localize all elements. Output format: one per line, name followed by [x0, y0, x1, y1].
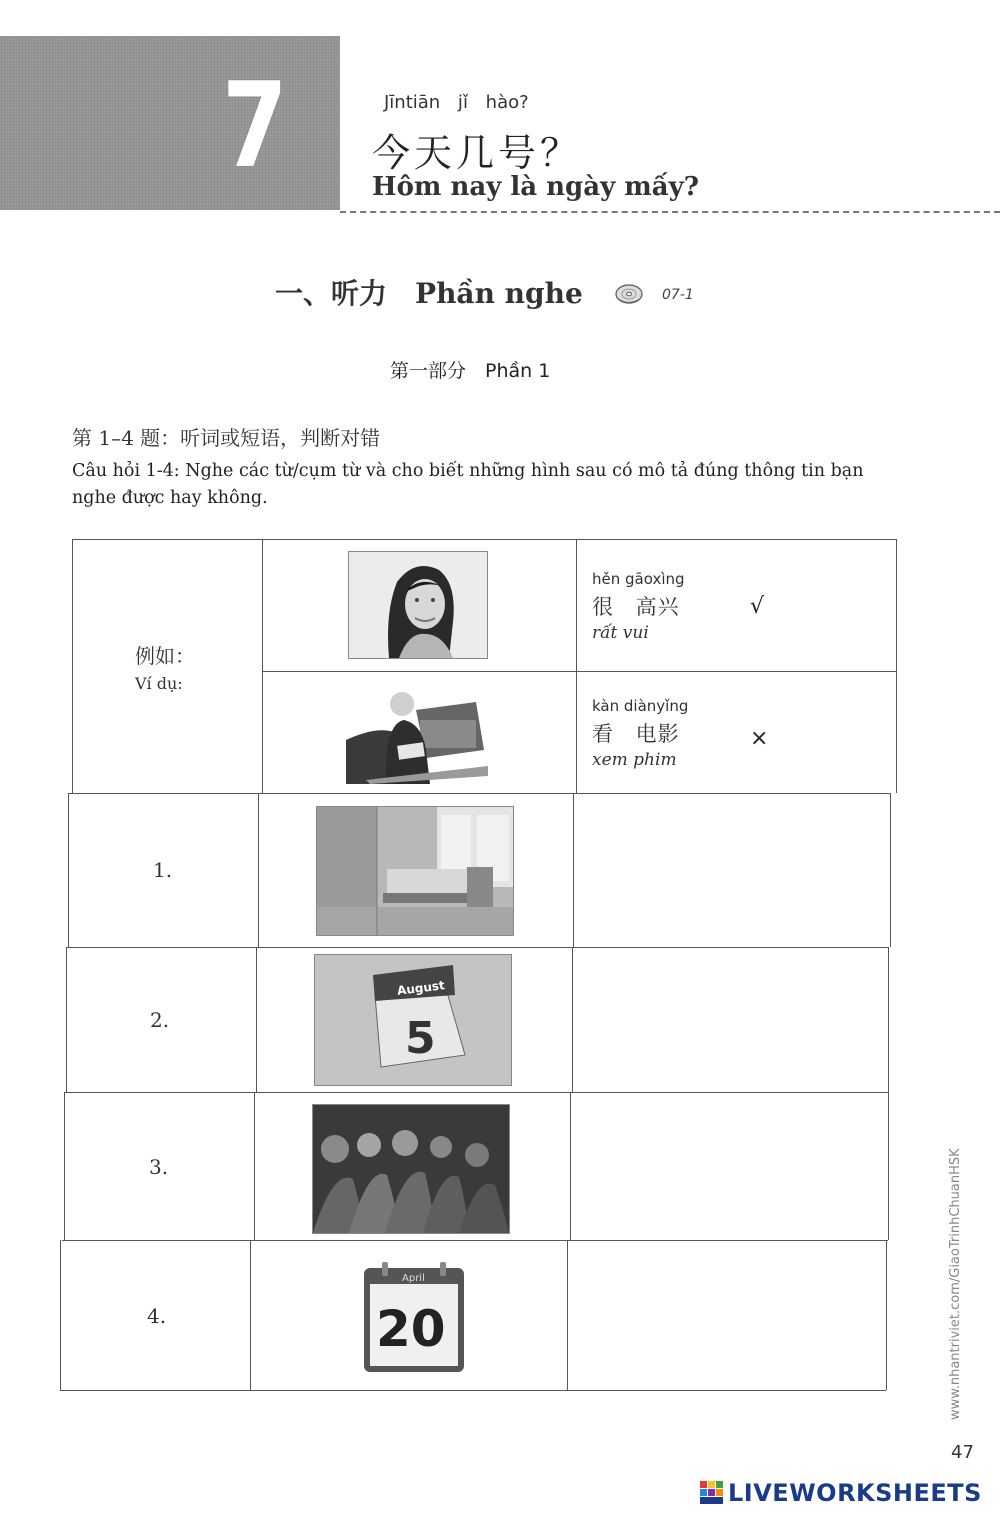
example-2-chinese: 看 电影: [592, 722, 680, 746]
question-4-calendar-month: April: [402, 1273, 425, 1284]
page-number: 47: [951, 1442, 974, 1463]
header-divider: [340, 211, 1000, 213]
question-1-image-hospital-room: [316, 806, 514, 936]
liveworksheets-logo[interactable]: [700, 1478, 982, 1508]
example-1-chinese: 很 高兴: [592, 595, 680, 619]
example-answer-2: [592, 697, 688, 770]
publisher-watermark: www.nhantriviet.com/GiaoTrinhChuanHSK: [948, 1148, 963, 1420]
instructions-chinese: 第 1–4 题：听词或短语，判断对错: [72, 426, 381, 450]
question-2-calendar-day: 5: [405, 1013, 436, 1064]
example-image-man-reading: [346, 680, 488, 784]
section-heading-chinese: 一、听力: [275, 277, 388, 310]
example-2-vietnamese: xem phim: [592, 750, 677, 770]
question-1-number: 1.: [153, 858, 173, 882]
question-2-calendar-month: August: [396, 978, 446, 998]
instructions-vietnamese: Câu hỏi 1-4: Nghe các từ/cụm từ và cho biết những hình sau có mô tả đúng thông tin bạn nghe được hay không.: [72, 461, 864, 508]
audio-track-label: 07-1: [662, 287, 694, 303]
example-1-correct-mark: √: [750, 594, 765, 619]
liveworksheets-logo-text: LIVEWORKSHEETS: [728, 1479, 982, 1507]
question-4-number: 4.: [147, 1304, 167, 1328]
example-2-pinyin: kàn diànyǐng: [592, 697, 689, 715]
section-heading: [275, 272, 583, 312]
lesson-title-pinyin: Jīntiān jǐ hào?: [384, 92, 529, 113]
example-answer-1: [592, 570, 685, 643]
example-2-wrong-mark: ×: [750, 726, 769, 751]
question-3-number: 3.: [149, 1155, 169, 1179]
question-2-image-calendar: [314, 954, 512, 1086]
lesson-title-vietnamese: Hôm nay là ngày mấy?: [372, 172, 699, 202]
example-1-vietnamese: rất vui: [592, 623, 649, 643]
liveworksheets-logo-icon: [700, 1481, 724, 1505]
question-4-calendar-day: 20: [376, 1300, 446, 1358]
question-4-image-calendar: [364, 1262, 464, 1372]
example-label-vietnamese: Ví dụ:: [135, 674, 183, 693]
audio-cd-icon[interactable]: [614, 283, 644, 305]
question-3-image-cinema-audience: [312, 1104, 510, 1234]
part-title: 第一部分 Phần 1: [390, 360, 551, 382]
section-heading-vietnamese: Phần nghe: [415, 277, 583, 310]
example-label-chinese: 例如：: [135, 644, 195, 668]
lesson-title-chinese: 今天几号？: [372, 131, 583, 175]
example-1-pinyin: hěn gāoxìng: [592, 570, 685, 588]
example-image-smiling-girl: [348, 551, 488, 659]
lesson-banner: [0, 36, 340, 210]
lesson-number: 7: [222, 56, 288, 194]
question-2-number: 2.: [150, 1008, 170, 1032]
